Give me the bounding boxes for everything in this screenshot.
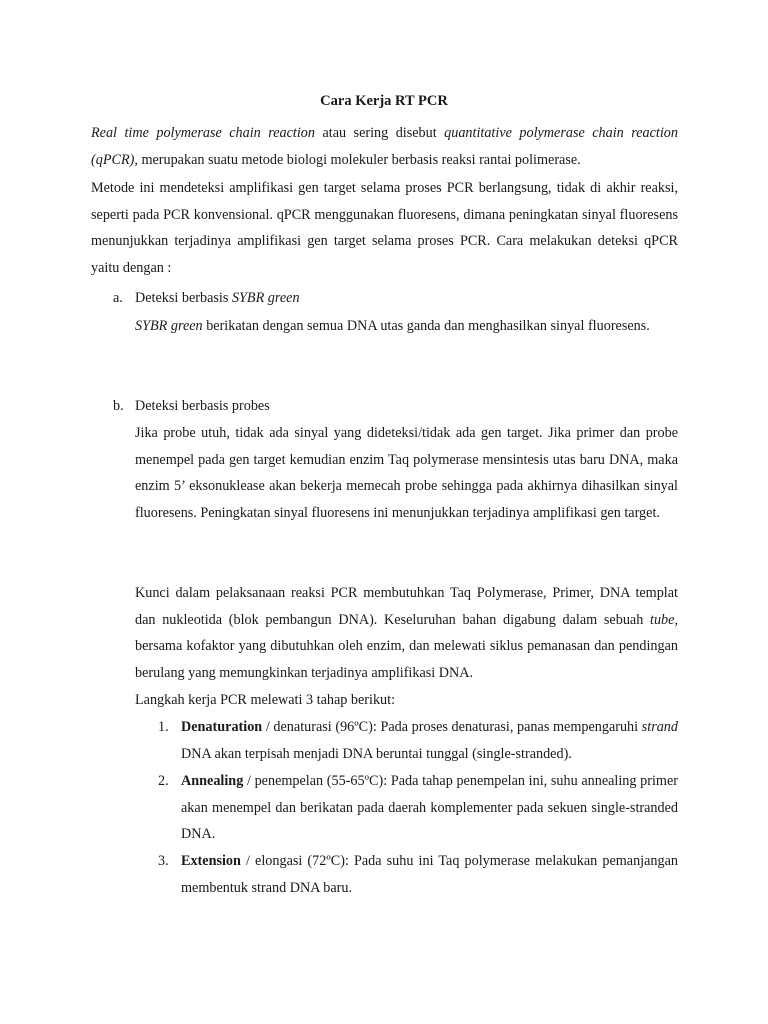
step-number-1: 1. [158, 719, 169, 735]
steps-intro: Langkah kerja PCR melewati 3 tahap berikut: [135, 692, 396, 708]
item-b-body: Jika probe utuh, tidak ada sinyal yang dideteksi/tidak ada gen target. Jika primer dan probe menempel pada gen target kemudian enzim Taq polymerase mensintesis utas baru DNA, maka enzim 5’ eksonuklease akan bekerja memecah probe sehingga pada akhirnya dihasilkan sinyal fluoresens. Peningkatan sinyal fluoresens ini menunjukkan terjadinya amplifikasi gen target. [135, 425, 678, 522]
intro-term-qpcr: quantitative polymerase chain reaction (qPCR), [91, 125, 678, 168]
item-b-heading: Deteksi berbasis probes [135, 398, 270, 414]
item-a-body: SYBR green berikatan dengan semua DNA utas ganda dan menghasilkan sinyal fluoresens. [135, 318, 650, 334]
item-a-heading: Deteksi berbasis SYBR green [135, 290, 300, 306]
list-marker-b: b. [113, 398, 124, 414]
intro-paragraph: Real time polymerase chain reaction atau sering disebut quantitative polymerase chain reaction (qPCR), merupakan suatu metode biologi molekuler berbasis reaksi rantai polimerase. [91, 125, 678, 168]
reagents-paragraph: Kunci dalam pelaksanaan reaksi PCR membutuhkan Taq Polymerase, Primer, DNA templat dan nukleotida (blok pembangun DNA). Keseluruhan bahan digabung dalam sebuah tube, bersama kofaktor yang dibutuhkan oleh enzim, dan melewati siklus pemanasan dan pendingan berulang yang memungkinkan terjadinya amplifikasi DNA. [135, 585, 678, 682]
step-annealing: Annealing / penempelan (55-65ºC): Pada tahap penempelan ini, suhu annealing primer akan menempel dan berikatan pada daerah komplementer pada sekuen single-stranded DNA. [181, 773, 678, 843]
step-denaturation: Denaturation / denaturasi (96ºC): Pada proses denaturasi, panas mempengaruhi strand DNA akan terpisah menjadi DNA beruntai tunggal (single-stranded). [181, 719, 678, 762]
list-marker-a: a. [113, 290, 123, 306]
intro-term-rt-pcr: Real time polymerase chain reaction [91, 125, 315, 141]
step-extension: Extension / elongasi (72ºC): Pada suhu ini Taq polymerase melakukan pemanjangan membentuk strand DNA baru. [181, 853, 678, 896]
document-title: Cara Kerja RT PCR [320, 93, 448, 109]
method-paragraph: Metode ini mendeteksi amplifikasi gen target selama proses PCR berlangsung, tidak di akhir reaksi, seperti pada PCR konvensional. qPCR menggunakan fluoresens, dimana peningkatan sinyal fluoresens menunjukkan terjadinya amplifikasi gen target selama proses PCR. Cara melakukan deteksi qPCR yaitu dengan : [91, 180, 678, 277]
step-number-2: 2. [158, 773, 169, 789]
step-number-3: 3. [158, 853, 169, 869]
